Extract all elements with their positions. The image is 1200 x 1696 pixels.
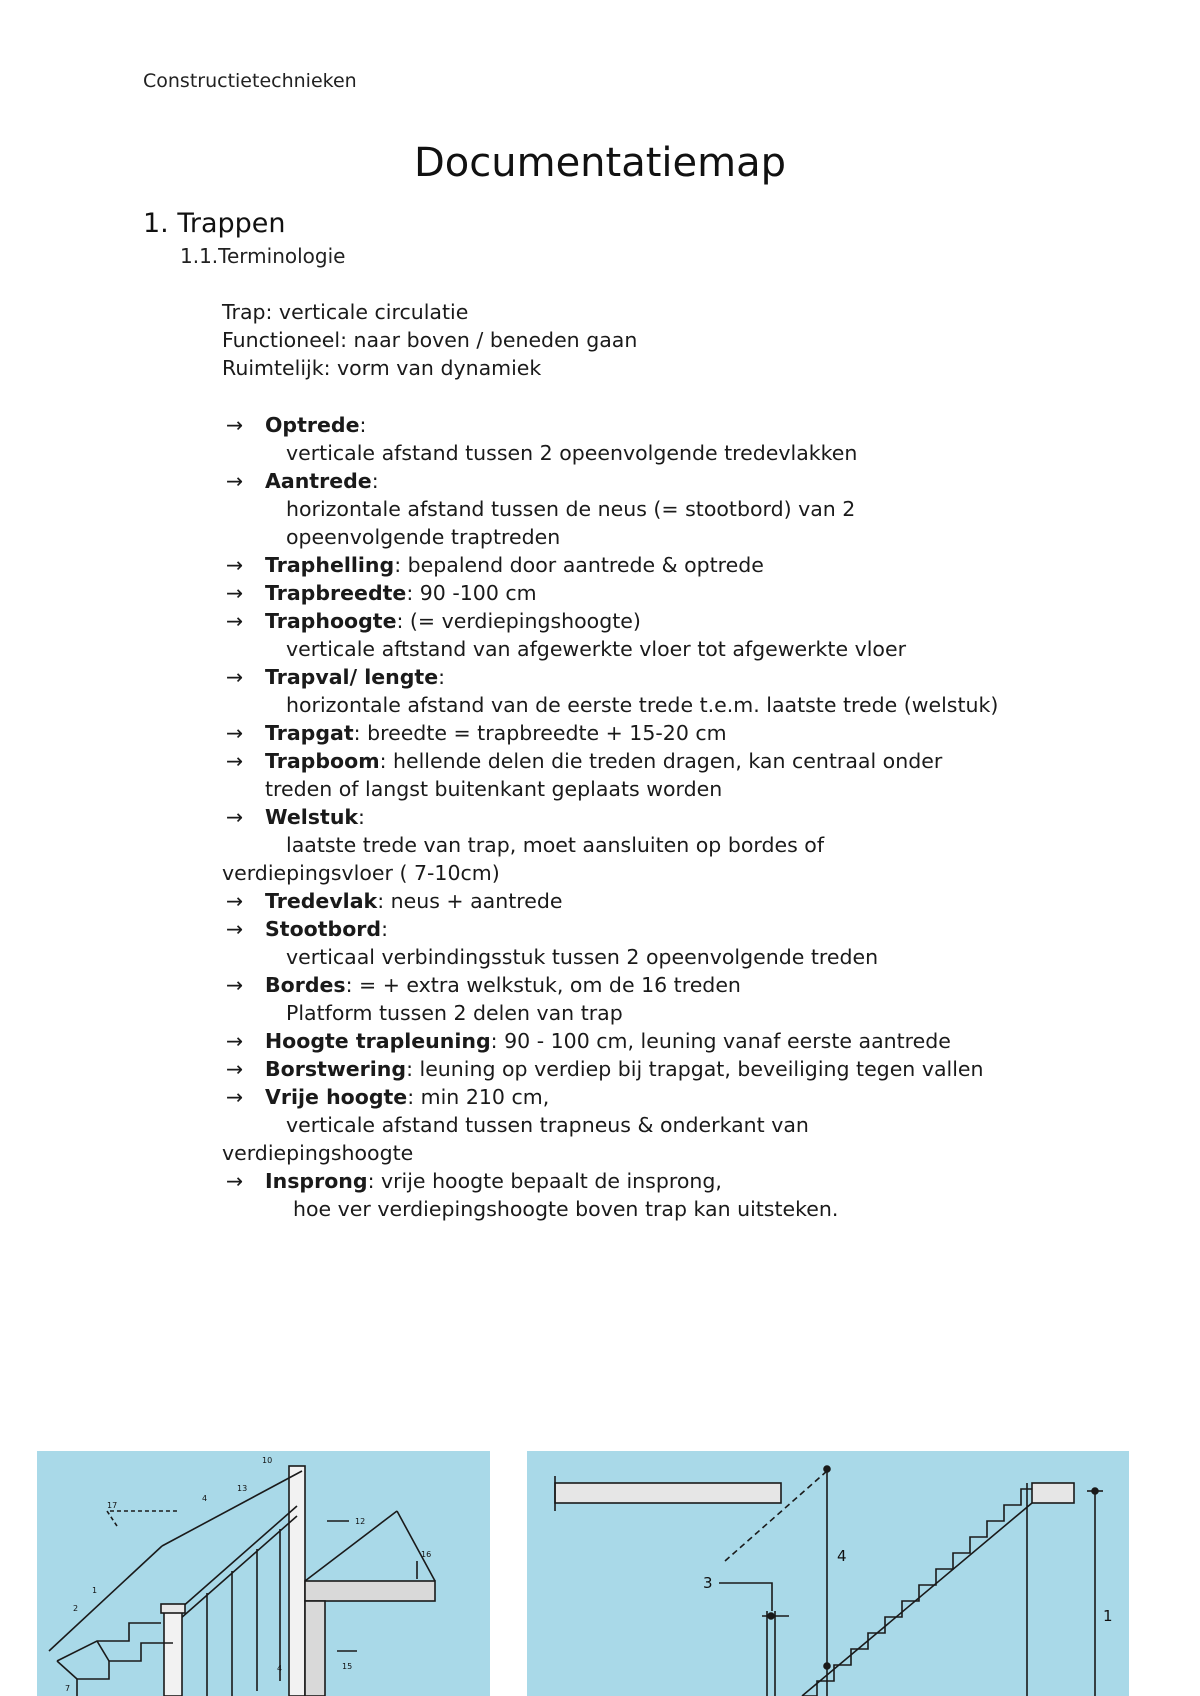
term-description: : — [438, 665, 446, 689]
term-item — [222, 1083, 1102, 1167]
arrow-right-icon: → — [226, 1029, 244, 1053]
term-name: Traphoogte — [265, 609, 397, 633]
term-description: : hellende delen die treden dragen, kan centraal onder — [379, 749, 943, 773]
arrow-right-icon: → — [226, 917, 244, 941]
term-name: Optrede — [265, 413, 360, 437]
subsection-heading: 1.1.Terminologie — [180, 244, 346, 268]
figure1-label: 7 — [65, 1684, 71, 1693]
arrow-right-icon: → — [226, 469, 244, 493]
arrow-right-icon: → — [226, 1057, 244, 1081]
term-description: : leuning op verdiep bij trapgat, beveiliging tegen vallen — [406, 1057, 984, 1081]
term-detail: Platform tussen 2 delen van trap — [286, 1001, 623, 1025]
intro-block — [222, 298, 637, 382]
figure1-label: 17 — [107, 1501, 118, 1510]
term-item — [222, 607, 1102, 663]
term-description: : 90 - 100 cm, leuning vanaf eerste aantrede — [490, 1029, 951, 1053]
term-description: : vrije hoogte bepaalt de insprong, — [367, 1169, 722, 1193]
term-name: Tredevlak — [265, 889, 378, 913]
term-detail: laatste trede van trap, moet aansluiten op bordes of — [286, 833, 825, 857]
term-item — [222, 747, 1102, 803]
figure1-label: 15 — [342, 1662, 353, 1671]
term-detail: horizontale afstand tussen de neus (= stootbord) van 2 — [286, 497, 856, 521]
term-description: : — [358, 805, 365, 829]
term-item — [222, 663, 1102, 719]
term-detail: horizontale afstand van de eerste trede t.e.m. laatste trede (welstuk) — [286, 693, 999, 717]
term-detail: verticale afstand tussen 2 opeenvolgende tredevlakken — [286, 441, 858, 465]
arrow-right-icon: → — [226, 1085, 244, 1109]
arrow-right-icon: → — [226, 609, 244, 633]
term-description: : — [381, 917, 388, 941]
term-name: Trapgat — [265, 721, 354, 745]
arrow-right-icon: → — [226, 749, 244, 773]
figure1-label: 1 — [92, 1586, 98, 1595]
term-name: Trapbreedte — [265, 581, 407, 605]
term-item — [222, 467, 1102, 551]
term-description: : min 210 cm, — [407, 1085, 550, 1109]
term-description: : 90 -100 cm — [406, 581, 537, 605]
figure1-label: 10 — [262, 1456, 273, 1465]
arrow-right-icon: → — [226, 805, 244, 829]
term-name: Hoogte trapleuning — [265, 1029, 491, 1053]
term-description: : — [359, 413, 367, 437]
term-item — [222, 551, 1102, 579]
term-name: Borstwering — [265, 1057, 407, 1081]
term-item — [222, 1055, 1102, 1083]
term-detail: verdiepingshoogte — [222, 1141, 414, 1165]
figure2-label: 4 — [837, 1547, 847, 1565]
term-name: Stootbord — [265, 917, 382, 941]
running-header: Constructietechnieken — [143, 70, 357, 92]
section-heading: 1. Trappen — [143, 208, 286, 239]
term-item — [222, 915, 1102, 971]
term-detail: verticale aftstand van afgewerkte vloer tot afgewerkte vloer — [286, 637, 906, 661]
term-description: : neus + aantrede — [377, 889, 563, 913]
intro-line: Ruimtelijk: vorm van dynamiek — [222, 356, 542, 380]
term-name: Traphelling — [265, 553, 395, 577]
arrow-right-icon: → — [226, 889, 244, 913]
figure1-label: 4 — [202, 1494, 208, 1503]
arrow-right-icon: → — [226, 553, 244, 577]
term-name: Insprong — [265, 1169, 368, 1193]
staircase-isometric-figure — [37, 1451, 490, 1696]
figure1-label: 12 — [355, 1517, 366, 1526]
arrow-right-icon: → — [226, 721, 244, 745]
figure1-label: 2 — [73, 1604, 79, 1613]
term-detail: verticaal verbindingsstuk tussen 2 opeenvolgende treden — [286, 945, 879, 969]
term-item — [222, 719, 1102, 747]
term-item — [222, 803, 1102, 887]
term-name: Welstuk — [265, 805, 359, 829]
term-name: Trapboom — [265, 749, 380, 773]
term-description: : bepalend door aantrede & optrede — [394, 553, 764, 577]
arrow-right-icon: → — [226, 973, 244, 997]
staircase-isometric-drawing — [37, 1451, 490, 1696]
intro-line: Trap: verticale circulatie — [222, 300, 469, 324]
document-title: Documentatiemap — [413, 140, 786, 186]
staircase-section-figure — [527, 1451, 1129, 1696]
terminology-list — [222, 411, 1102, 1223]
figure2-label: 1 — [1103, 1607, 1113, 1625]
term-item — [222, 1167, 1102, 1223]
term-detail: hoe ver verdiepingshoogte boven trap kan uitsteken. — [293, 1197, 839, 1221]
figure1-label: 16 — [421, 1550, 432, 1559]
term-item — [222, 411, 1102, 467]
term-detail: verdiepingsvloer ( 7-10cm) — [222, 861, 500, 885]
term-name: Vrije hoogte — [265, 1085, 408, 1109]
term-item — [222, 971, 1102, 1027]
term-detail: opeenvolgende traptreden — [286, 525, 561, 549]
term-description: : (= verdiepingshoogte) — [396, 609, 641, 633]
figure1-label: 4 — [277, 1664, 283, 1673]
term-name: Aantrede — [265, 469, 372, 493]
term-detail: treden of langst buitenkant geplaats worden — [265, 777, 723, 801]
arrow-right-icon: → — [226, 413, 244, 437]
term-item — [222, 887, 1102, 915]
term-name: Bordes — [265, 973, 346, 997]
figure2-label: 3 — [703, 1574, 713, 1592]
term-description: : = + extra welkstuk, om de 16 treden — [345, 973, 741, 997]
term-detail: verticale afstand tussen trapneus & onderkant van — [286, 1113, 809, 1137]
intro-line: Functioneel: naar boven / beneden gaan — [222, 328, 638, 352]
arrow-right-icon: → — [226, 665, 244, 689]
figure1-label: 13 — [237, 1484, 248, 1493]
term-item — [222, 1027, 1102, 1055]
term-name: Trapval/ lengte — [265, 665, 439, 689]
term-description: : — [371, 469, 379, 493]
staircase-section-drawing — [527, 1451, 1129, 1696]
arrow-right-icon: → — [226, 581, 244, 605]
arrow-right-icon: → — [226, 1169, 244, 1193]
term-description: : breedte = trapbreedte + 15-20 cm — [353, 721, 727, 745]
term-item — [222, 579, 1102, 607]
